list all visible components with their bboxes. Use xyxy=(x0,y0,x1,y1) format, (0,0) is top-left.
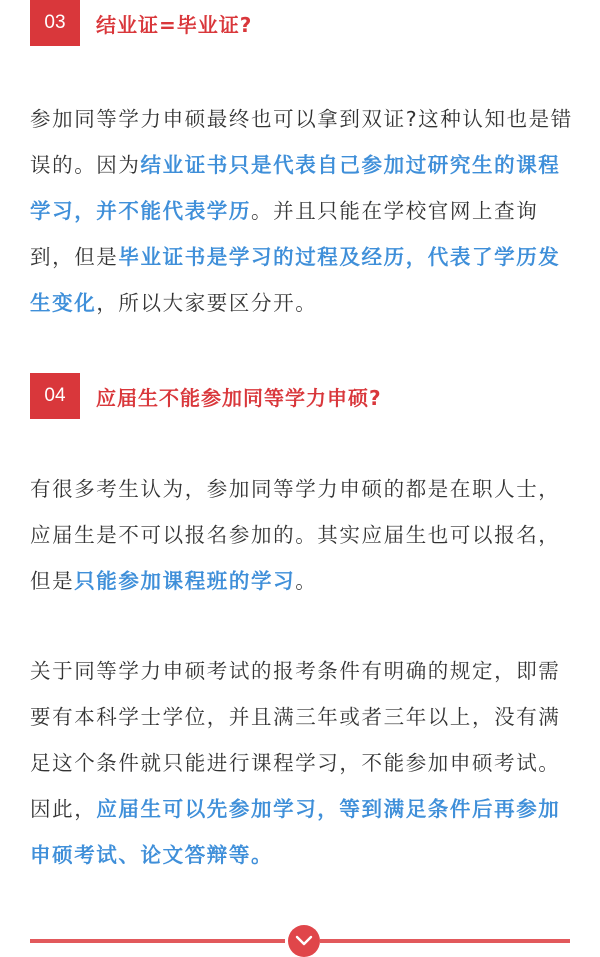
section-04-paragraph-1 xyxy=(30,466,575,604)
chevron-down-icon xyxy=(295,935,313,947)
section-title: 结业证=毕业证? xyxy=(96,12,253,37)
highlighted-text: 应届生可以先参加学习，等到满足条件后再参加申硕考试、论文答辩等。 xyxy=(30,797,561,867)
footer-divider xyxy=(30,925,570,957)
paragraph-text: 。并且只能在学校官网上查询到，但是 xyxy=(30,199,539,269)
section-04-paragraph-2 xyxy=(30,648,575,878)
section-number-badge: 04 xyxy=(30,373,80,419)
section-number-badge: 03 xyxy=(30,0,80,46)
highlighted-text: 只能参加课程班的学习 xyxy=(74,569,296,593)
section-03-header xyxy=(30,0,252,46)
highlighted-text: 毕业证书是学习的过程及经历，代表了学历发生变化 xyxy=(30,245,561,315)
scroll-down-button[interactable] xyxy=(288,925,320,957)
paragraph-text: 参加同等学力申硕最终也可以拿到双证?这种认知也是错误的。因为 xyxy=(30,107,573,177)
section-04-header xyxy=(30,373,382,419)
section-title: 应届生不能参加同等学力申硕? xyxy=(96,385,382,410)
section-03-paragraph xyxy=(30,96,575,326)
paragraph-text: 。 xyxy=(295,569,318,593)
highlighted-text: 结业证书只是代表自己参加过研究生的课程学习，并不能代表学历 xyxy=(30,153,561,223)
paragraph-text: 有很多考生认为，参加同等学力申硕的都是在职人士，应届生是不可以报名参加的。其实应届生也可以报名，但是 xyxy=(30,477,561,593)
paragraph-text: 关于同等学力申硕考试的报考条件有明确的规定，即需要有本科学士学位，并且满三年或者三年以上，没有满足这个条件就只能进行课程学习，不能参加申硕考试。因此， xyxy=(30,659,561,821)
divider-line-right xyxy=(320,939,570,943)
divider-line-left xyxy=(30,939,285,943)
paragraph-text: ，所以大家要区分开。 xyxy=(96,291,318,315)
